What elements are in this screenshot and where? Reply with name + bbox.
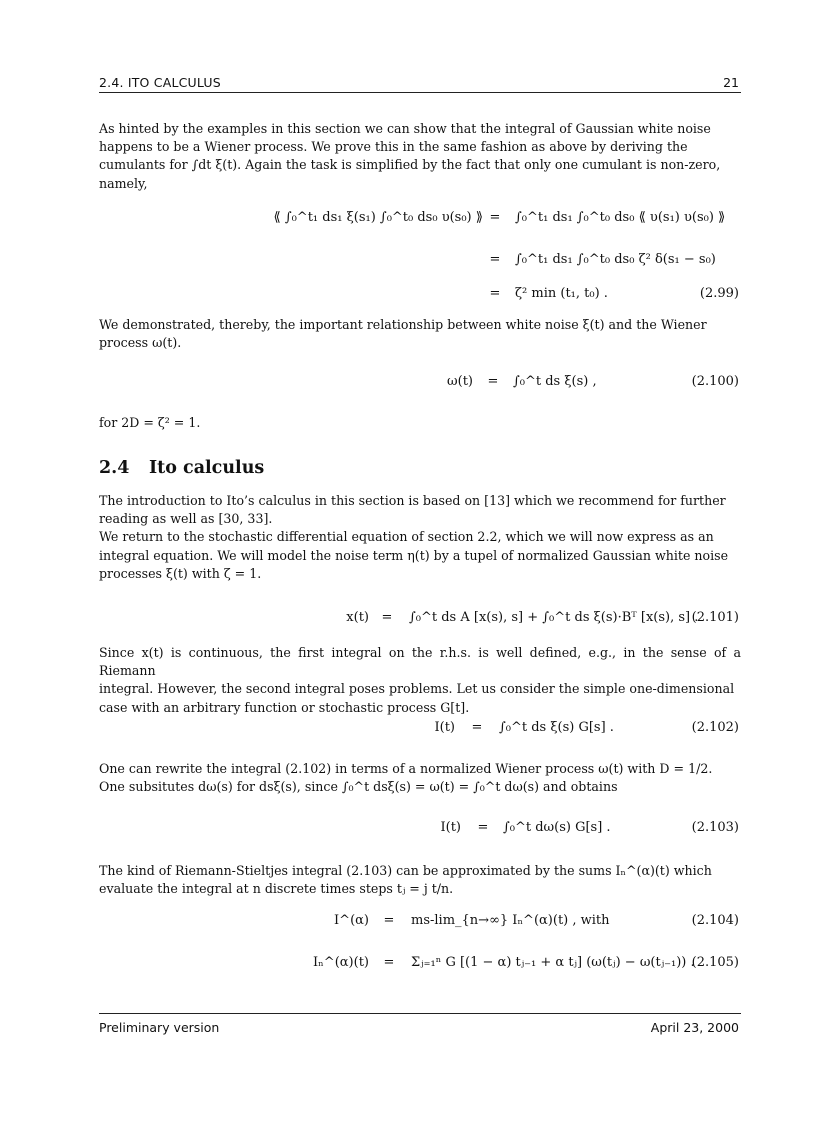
- equation-lhs: I(t): [434, 720, 455, 735]
- equation-lhs: I(t): [440, 820, 461, 835]
- paragraph-ito-intro: [99, 492, 741, 583]
- text-line: reading as well as [30, 33].: [99, 511, 273, 527]
- page-number: 21: [723, 75, 739, 90]
- equation-rhs: ∫₀^t₁ ds₁ ∫₀^t₀ ds₀ ζ² δ(s₁ − s₀): [515, 252, 716, 267]
- equation-lhs: Iₙ^(α)(t): [313, 955, 369, 970]
- equals-sign: =: [383, 913, 395, 928]
- equals-sign: =: [471, 720, 483, 735]
- text-line: The introduction to Ito’s calculus in this section is based on [13] which we recommend for further: [99, 493, 726, 508]
- paragraph-condition: [99, 414, 741, 432]
- equation-number: (2.105): [691, 955, 739, 970]
- text-line: happens to be a Wiener process. We prove this in the same fashion as above by deriving the: [99, 139, 688, 155]
- text-line: We demonstrated, thereby, the important relationship between white noise ξ(t) and the Wiener: [99, 317, 707, 332]
- text-line: case with an arbitrary function or stochastic process G[t].: [99, 699, 470, 715]
- footer-version: Preliminary version: [99, 1020, 220, 1035]
- equation-number: (2.101): [691, 610, 739, 625]
- section-heading: [99, 458, 264, 478]
- equals-sign: =: [487, 374, 499, 389]
- equation-2-105: [99, 955, 741, 975]
- equation-2-101: [99, 610, 741, 630]
- text-line: integral equation. We will model the noise term η(t) by a tupel of normalized Gaussian white noise: [99, 547, 729, 563]
- equation-lhs: I^(α): [334, 913, 369, 928]
- running-footer: [99, 1020, 741, 1036]
- equation-2-103: [99, 820, 741, 840]
- footer-rule: [99, 1013, 741, 1014]
- equation-2-104: [99, 913, 741, 933]
- running-header: [99, 75, 741, 91]
- equals-sign: =: [489, 286, 501, 301]
- equation-rhs: Σⱼ₌₁ⁿ G [(1 − α) tⱼ₋₁ + α tⱼ] (ω(tⱼ) − ω(tⱼ₋₁)) .: [411, 955, 695, 970]
- equals-sign: =: [489, 252, 501, 267]
- text-line: We return to the stochastic differential equation of section 2.2, which we will now express as an: [99, 529, 714, 545]
- text-line: process ω(t).: [99, 335, 182, 351]
- equation-number: (2.103): [691, 820, 739, 835]
- equation-2-100: [99, 374, 741, 394]
- section-number: 2.4: [99, 458, 130, 478]
- equation-2-99-line2: [99, 252, 741, 272]
- equation-rhs: ms-lim_{n→∞} Iₙ^(α)(t) , with: [411, 913, 610, 928]
- equation-rhs: ∫₀^t ds ξ(s) G[s] .: [499, 720, 614, 735]
- paragraph-riemann-stieltjes: [99, 862, 741, 898]
- equation-rhs: ∫₀^t ds ξ(s) ,: [513, 374, 597, 389]
- equation-rhs: ∫₀^t₁ ds₁ ∫₀^t₀ ds₀ ⟪ υ(s₁) υ(s₀) ⟫: [515, 210, 726, 225]
- equation-rhs: ζ² min (t₁, t₀) .: [515, 286, 608, 301]
- text-line: One can rewrite the integral (2.102) in terms of a normalized Wiener process ω(t) with D = 1/2.: [99, 761, 713, 776]
- text-line: As hinted by the examples in this section we can show that the integral of Gaussian white noise: [99, 121, 711, 136]
- paragraph-riemann: [99, 644, 741, 717]
- paragraph-relationship: [99, 316, 741, 352]
- footer-date: April 23, 2000: [650, 1020, 739, 1035]
- equation-rhs: ∫₀^t dω(s) G[s] .: [503, 820, 611, 835]
- equation-rhs: ∫₀^t ds A [x(s), s] + ∫₀^t ds ξ(s)·Bᵀ [x(s), s] .: [409, 610, 699, 625]
- equals-sign: =: [381, 610, 393, 625]
- paragraph-rewrite: [99, 760, 741, 796]
- equation-number: (2.102): [691, 720, 739, 735]
- header-section-title: 2.4. ITO CALCULUS: [99, 75, 221, 90]
- equation-lhs: ⟪ ∫₀^t₁ ds₁ ξ(s₁) ∫₀^t₀ ds₀ υ(s₀) ⟫: [273, 210, 483, 225]
- equals-sign: =: [489, 210, 501, 225]
- text-line: One subsitutes dω(s) for dsξ(s), since ∫₀^t dsξ(s) = ω(t) = ∫₀^t dω(s) and obtains: [99, 779, 618, 795]
- equation-2-99-line1: [99, 210, 741, 230]
- equation-2-102: [99, 720, 741, 740]
- text-line: namely,: [99, 175, 148, 191]
- equation-number: (2.104): [691, 913, 739, 928]
- equation-lhs: ω(t): [447, 374, 473, 389]
- header-rule: [99, 92, 741, 93]
- section-title: Ito calculus: [149, 458, 265, 478]
- paragraph-intro: [99, 120, 741, 193]
- equals-sign: =: [383, 955, 395, 970]
- text-line: cumulants for ∫dt ξ(t). Again the task is simplified by the fact that only one cumulant is non-zero,: [99, 157, 721, 173]
- text-line: processes ξ(t) with ζ = 1.: [99, 565, 262, 581]
- text-line: Since x(t) is continuous, the first integral on the r.h.s. is well defined, e.g., in the sense of a Riemann: [99, 645, 741, 679]
- equation-number: (2.100): [691, 374, 739, 389]
- equation-2-99-line3: [99, 286, 741, 306]
- text-line: The kind of Riemann-Stieltjes integral (2.103) can be approximated by the sums Iₙ^(α)(t) which: [99, 863, 712, 878]
- text-line: integral. However, the second integral poses problems. Let us consider the simple one-dimensional: [99, 681, 735, 697]
- equals-sign: =: [477, 820, 489, 835]
- equation-number: (2.99): [699, 286, 739, 301]
- equation-lhs: x(t): [346, 610, 369, 625]
- text-line: for 2D = ζ² = 1.: [99, 415, 201, 430]
- text-line: evaluate the integral at n discrete times steps tⱼ = j t/n.: [99, 881, 454, 897]
